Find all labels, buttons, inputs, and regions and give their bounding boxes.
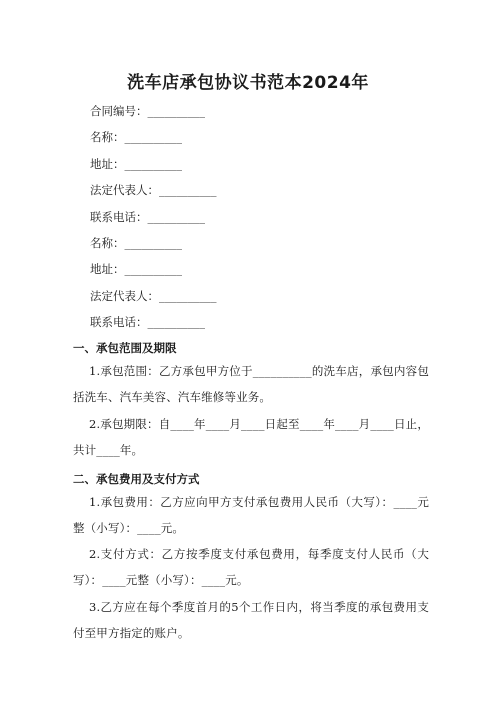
party-a-address-field: 地址：__________ (90, 157, 182, 171)
party-a-legal-rep-field: 法定代表人：__________ (90, 183, 217, 197)
party-b-address-field: 地址：__________ (90, 262, 182, 276)
clause-scope: 1.承包范围：乙方承包甲方位于__________的洗车店，承包内容包括洗车、汽车美容、汽车维修等业务。 (73, 364, 429, 404)
party-b-name-field: 名称：__________ (90, 236, 182, 250)
document-title: 洗车店承包协议书范本2024年 (127, 73, 369, 93)
contract-number-field: 合同编号：__________ (90, 104, 205, 118)
section-heading-scope: 一、承包范围及期限 (73, 341, 177, 355)
clause-payment-deadline: 3.乙方应在每个季度首月的5个工作日内，将当季度的承包费用支付至甲方指定的账户。 (73, 600, 429, 640)
clause-term: 2.承包期限：自____年____月____日起至____年____月____日止，共计____年。 (73, 417, 429, 457)
section-heading-fees: 二、承包费用及支付方式 (73, 472, 200, 486)
party-b-phone-field: 联系电话：__________ (90, 315, 205, 329)
party-a-name-field: 名称：__________ (90, 130, 182, 144)
clause-fee-amount: 1.承包费用：乙方应向甲方支付承包费用人民币（大写）：____元整（小写）：____元。 (73, 495, 429, 535)
party-a-phone-field: 联系电话：__________ (90, 210, 205, 224)
clause-payment-method: 2.支付方式：乙方按季度支付承包费用，每季度支付人民币（大写）：____元整（小写）：____元。 (73, 547, 429, 587)
party-b-legal-rep-field: 法定代表人：__________ (90, 289, 217, 303)
